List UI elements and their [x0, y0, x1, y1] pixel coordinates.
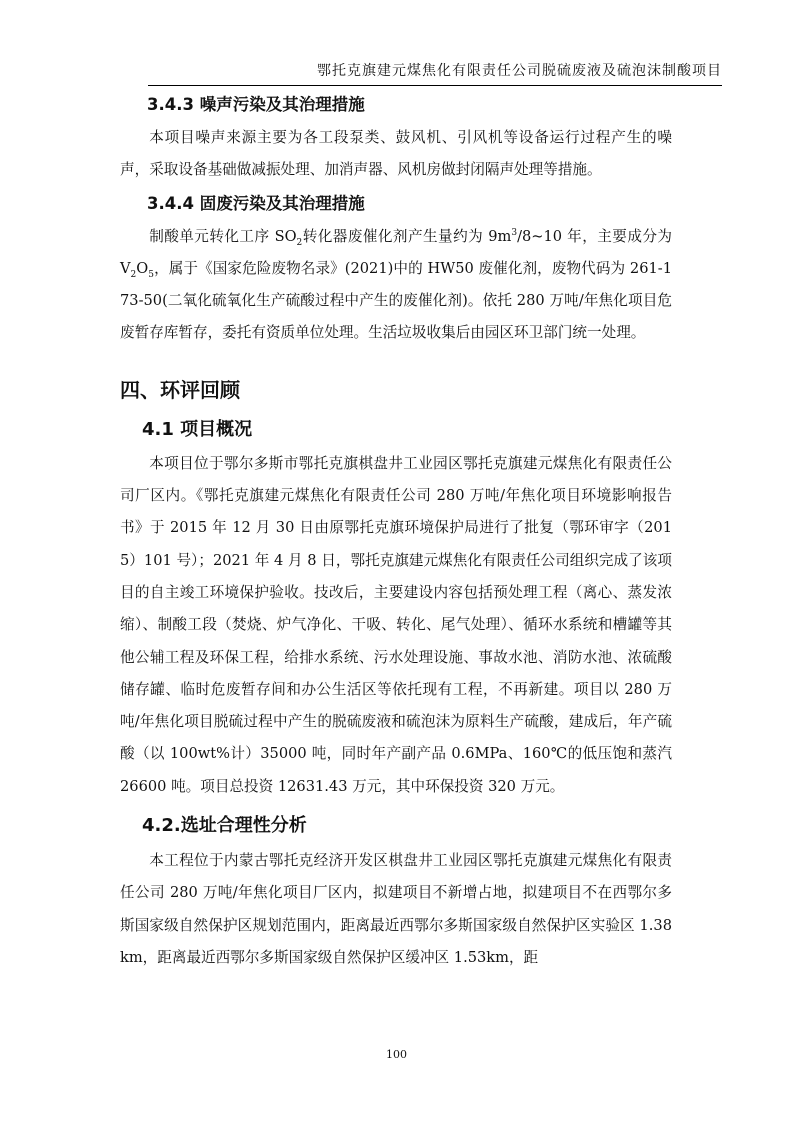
heading-4-1: 4.1 项目概况 — [142, 418, 253, 440]
page-number: 100 — [386, 1048, 407, 1061]
running-header: 鄂托克旗建元煤焦化有限责任公司脱硫废液及硫泡沫制酸项目 — [148, 60, 722, 86]
paragraph-solid-waste: 制酸单元转化工序 $SO_2$转化器废催化剂产生量约为 $9m^3/8\sim 10$ 年，主要成分为 $V_2O_5$，属于《国家危险废物名录》(2021)中的 HW50 废催化剂，废物代码为 261-173-50(二氧化硫氧化生产硫酸过程中产生的废催化剂)。依托 280 万吨/年焦化项目危废暂存库暂存，委托有资质单位处理。生活垃圾收集后由园区环卫部门统一处理。 — [120, 227, 672, 342]
heading-3-4-3: 3.4.3 噪声污染及其治理措施 — [147, 95, 365, 114]
page-body — [120, 88, 672, 974]
chapter-heading-4: 四、环评回顾 — [120, 377, 240, 402]
paragraph-site-analysis: 本工程位于内蒙古鄂托克经济开发区棋盘井工业园区鄂托克旗建元煤焦化有限责任公司 280 万吨/年焦化项目厂区内，拟建项目不新增占地，拟建项目不在西鄂尔多斯国家级自然保护区规划范围内，距离最近西鄂尔多斯国家级自然保护区实验区 1.38km，距离最近西鄂尔多斯国家级自然保护区缓冲区 1.53km，距 — [120, 852, 672, 966]
paragraph-noise: 本项目噪声来源主要为各工段泵类、鼓风机、引风机等设备运行过程产生的噪声，采取设备基础做减振处理、加消声器、风机房做封闭隔声处理等措施。 — [120, 129, 672, 179]
paragraph-project-overview: 本项目位于鄂尔多斯市鄂托克旗棋盘井工业园区鄂托克旗建元煤焦化有限责任公司厂区内。《鄂托克旗建元煤焦化有限责任公司 280 万吨/年焦化项目环境影响报告书》于 2015 年 12 月 30 日由原鄂托克旗环境保护局进行了批复（鄂环审字（2015）101 号）；2021 年 4 月 8 日，鄂托克旗建元煤焦化有限责任公司组织完成了该项目的自主竣工环境保护验收。技改后，主要建设内容包括预处理工程（离心、蒸发浓缩）、制酸工段（焚烧、炉气净化、干吸、转化、尾气处理）、循环水系统和槽罐等其他公辅工程及环保工程，给排水系统、污水处理设施、事故水池、消防水池、浓硫酸储存罐、临时危废暂存间和办公生活区等依托现有工程，不再新建。项目以 280 万吨/年焦化项目脱硫过程中产生的脱硫废液和硫泡沫为原料生产硫酸，建成后，年产硫酸（以 100wt%计）35000 吨，同时年产副产品 0.6MPa、160℃的低压饱和蒸汽 26600 吨。项目总投资 12631.43 万元，其中环保投资 320 万元。 — [120, 454, 672, 795]
heading-3-4-4: 3.4.4 固废污染及其治理措施 — [147, 193, 365, 213]
heading-4-2: 4.2.选址合理性分析 — [142, 815, 307, 837]
